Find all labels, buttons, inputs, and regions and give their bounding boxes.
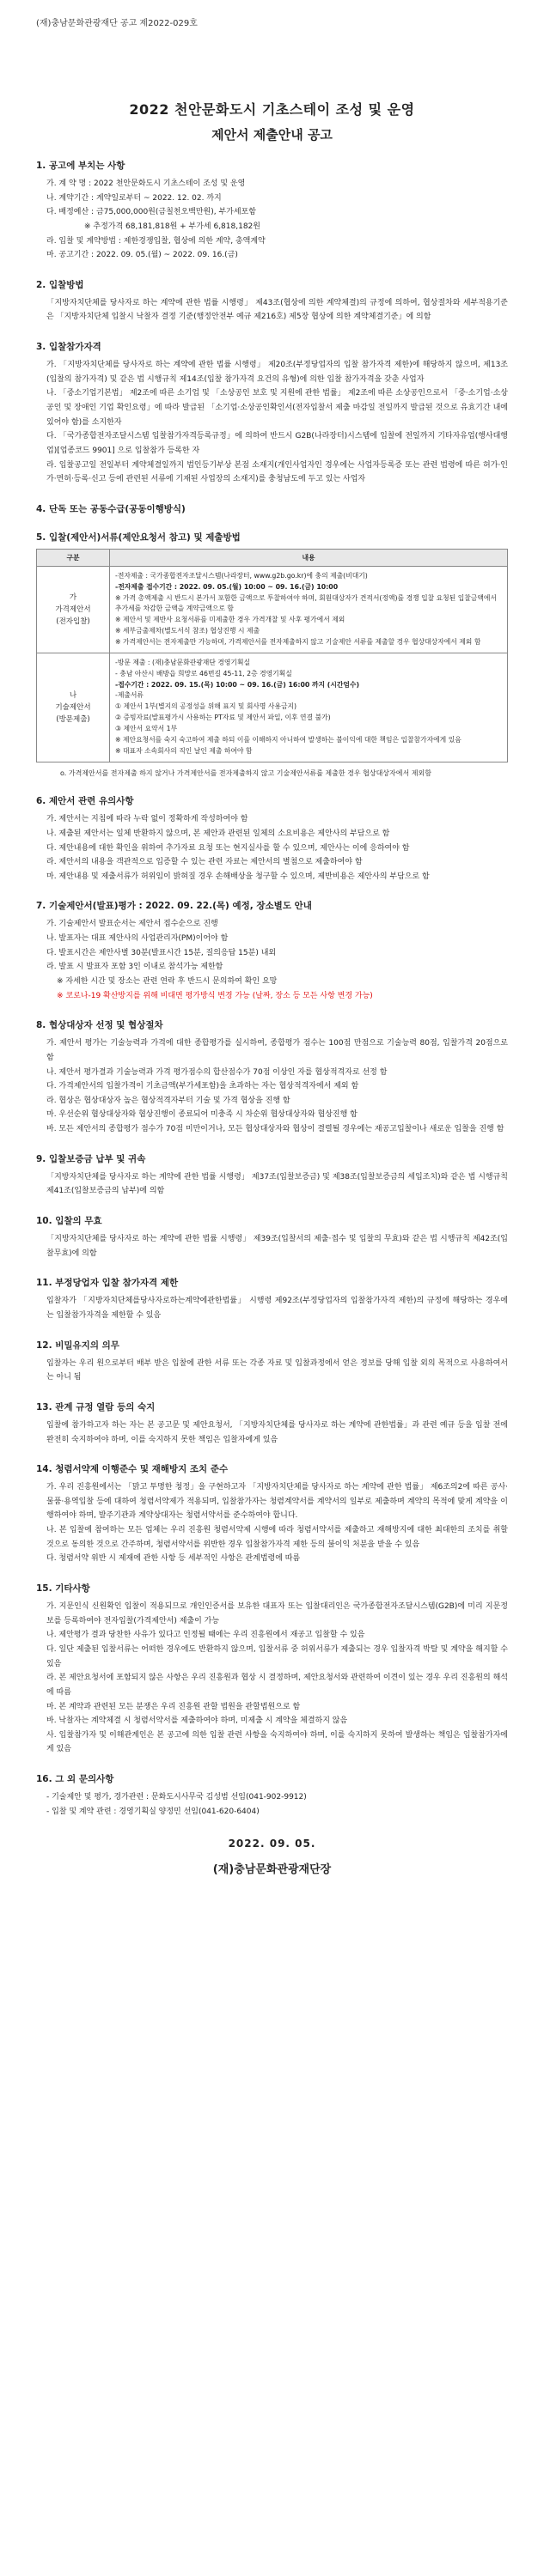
contact-item: - 기술제안 및 평가, 경가관련 : 문화도시사무국 김성범 선임(041-902-9912) (46, 1793, 307, 1802)
table-header-type: 구분 (37, 549, 110, 566)
section-heading: 3. 입찰참가자격 (36, 342, 101, 353)
section-heading: 10. 입찰의 무효 (36, 1216, 102, 1227)
table-note: o. 가격제안서를 전자제출 하지 않거나 가격제안서를 전자제출하지 않고 기술제안서류를 제출한 경우 협상대상자에서 제외함 (60, 769, 431, 777)
list-item: 마. 제안내용 및 제출서류가 허위임이 밝혀질 경우 손해배상을 청구할 수 있으며, 제반비용은 제안사의 부담으로 함 (46, 872, 430, 881)
issuing-organization: (재)충남문화관광재단장 (212, 1863, 332, 1877)
item-contract-name: 가. 계 약 명 : 2022 천안문화도시 기초스테이 조성 및 운영 (46, 179, 246, 188)
list-item: 나. 제안서 평가결과 기술능력과 가격 평가점수의 합산점수가 70점 이상인 자를 협상적격자로 선정 함 (46, 1067, 388, 1077)
section-paragraph: 입찰에 참가하고자 하는 자는 본 공고문 및 제안요청서, 「지방자치단체를 당사자로 하는 계약에 관한법률」과 관련 예규 등을 입찰 전에 완전히 숙지하여야 하며, 이를 숙지하지 못한 책임은 입찰자에게 있음 (46, 1420, 508, 1444)
table-header-row (37, 549, 508, 566)
contact-item: - 입찰 및 계약 관련 : 경영기획실 양정민 선임(041-620-6404) (46, 1807, 260, 1816)
list-item: 라. 본 제안요청서에 포함되지 않은 사항은 우리 진흥원과 협상 시 결정하며, 제안요청서와 관련하여 이견이 있는 경우 우리 진흥원의 해석에 따름 (46, 1674, 508, 1697)
cell-line: ※ 가격 총액제출 시 반드시 본가서 포함한 금액으로 투찰하여야 하며, 회원대상자가 견적서(정액)를 경쟁 입찰 요청된 입찰금액에서 추가세를 차감한 금액을 계약금액으로 함 (115, 593, 497, 613)
row-label-technical-proposal (37, 653, 110, 762)
section-heading: 7. 기술제안서(발표)평가 : 2022. 09. 22.(목) 예정, 장소별도 안내 (36, 901, 312, 912)
list-item: 다. 가격제안서의 입찰가격이 기초금액(부가세포함)을 초과하는 자는 협상적격자에서 제외 함 (46, 1082, 359, 1091)
cell-text: 나 기술제안서 (방문제출) (55, 690, 91, 724)
list-item: 다. 발표시간은 제안사별 30분(발표시간 15분, 질의응답 15분) 내외 (46, 948, 277, 957)
section-16 (36, 1772, 508, 1819)
table-row (37, 566, 508, 653)
section-heading: 12. 비밀유지의 의무 (36, 1340, 119, 1351)
cell-line: ② 증빙자료(발표평가시 사용하는 PT자료 및 제안서 파일, 이후 연결 불가) (115, 714, 331, 722)
list-item: 가. 제안서 평가는 기술능력과 가격에 대한 종합평가를 실시하여, 종합평가 점수는 100점 만점으로 기술능력 80점, 입찰가격 20점으로 함 (46, 1039, 508, 1062)
section-3 (36, 340, 508, 487)
section-heading: 15. 기타사항 (36, 1583, 90, 1595)
list-item: 나. 「중소기업기본법」 제2조에 따른 소기업 및 「소상공인 보호 및 지원에 관한 법률」 제2조에 따른 소상공인으로서 「중·소기업·소상공인 및 장애인 기업 확인요령」에 따라 발급된 「소기업·소상공인확인서(전자입찰서 제출 마감일 전일까지 발급된 것으로 유효기간 내에 있어야 함)를 소지한자 (46, 389, 508, 427)
list-note: ※ 자세한 시간 및 장소는 관련 연락 후 반드시 문의하여 확인 요망 (57, 977, 278, 986)
section-9 (36, 1152, 508, 1199)
document-title: 2022 천안문화도시 기초스테이 조성 및 운영 (129, 101, 415, 118)
notice-date: 2022. 09. 05. (228, 1838, 316, 1850)
table-row (37, 653, 508, 762)
section-5 (36, 531, 508, 779)
list-item: 나. 발표자는 대표 제안사의 사업관리자(PM)이어야 함 (46, 934, 229, 944)
list-item: 가. 기술제안서 발표순서는 제안서 접수순으로 진행 (46, 920, 218, 929)
section-heading: 9. 입찰보증금 납부 및 귀속 (36, 1153, 146, 1164)
section-13 (36, 1400, 508, 1447)
list-item: 가. 우리 진흥원에서는 「맑고 투명한 청정」을 구현하고자 「지방자치단체를 당사자로 하는 계약에 관한 법률」 제6조의2에 따른 공사·물품·용역입찰 등에 대하여 청렴서약제가 적용되며, 입찰참가자는 청렴계약서를 계약서의 일부로 제출하며 계약의 목적에 맞게 계약을 이행하여야 하며, 발주기관과 계약상대자는 청렴서약서를 준수하여야 합니다. (46, 1483, 508, 1521)
table-header-content: 내용 (110, 549, 508, 566)
section-paragraph: 「지방자치단체를 당사자로 하는 계약에 관한 법률 시행령」 제39조(입찰서의 제출·접수 및 입찰의 무효)와 같은 법 시행규칙 제42조(입찰무효)에 의함 (46, 1235, 508, 1258)
section-heading: 16. 그 외 문의사항 (36, 1774, 114, 1785)
section-8 (36, 1018, 508, 1136)
cell-line: ※ 세부금출제차(별도서식 참조) 협상진행 시 제출 (115, 627, 260, 635)
item-contract-period: 나. 계약기간 : 계약일로부터 ~ 2022. 12. 02. 까지 (46, 193, 222, 203)
section-paragraph: 「지방자치단체를 당사자로 하는 계약에 관한 법률 시행령」 제43조(협상에 의한 계약체결)의 규정에 의하여, 협상절차와 세부적용기준은 「지방자치단체 입찰시 낙찰자 결정 기준(행정안전부 예규 제216호) 제5장 협상에 의한 계약체결기준」에 의함 (46, 298, 508, 322)
document-subtitle: 제안서 제출안내 공고 (211, 127, 333, 143)
section-heading: 8. 협상대상자 선정 및 협상절차 (36, 1020, 163, 1031)
submission-table (36, 549, 508, 762)
section-heading: 14. 청렴서약제 이행준수 및 재해방지 조치 준수 (36, 1464, 229, 1475)
list-item: 라. 입찰공고일 전일부터 계약체결일까지 법인등기부상 본점 소재지(개인사업자인 경우에는 사업자등록증 또는 관련 법령에 따른 허가·인가·면허·등록·신고 등에 관련된 서류에 기재된 사업장의 소재지)를 충청남도에 두고 있는 사업자 (46, 460, 508, 484)
cell-line: ① 제안서 1부(별지의 공정성을 위해 표지 및 회사명 사용금지) (115, 702, 297, 711)
section-heading: 1. 공고에 부치는 사항 (36, 161, 125, 171)
cell-line: -제출서류 (115, 691, 144, 700)
item-bid-method: 라. 입찰 및 계약방법 : 제한경쟁입찰, 협상에 의한 계약, 총액계약 (46, 236, 266, 246)
section-heading: 4. 단독 또는 공동수급(공동이행방식) (36, 503, 186, 514)
section-12 (36, 1339, 508, 1385)
cell-line: -전자제출 접수기간 : 2022. 09. 05.(월) 10:00 ~ 09. 16.(금) 10:00 (115, 582, 339, 591)
section-heading: 6. 제안서 관련 유의사항 (36, 796, 134, 807)
row-content (110, 566, 508, 653)
cell-text: 가 가격제안서 (전자입찰) (55, 592, 91, 626)
list-item: 라. 협상은 협상대상자 높은 협상적격자부터 기술 및 가격 협상을 진행 함 (46, 1096, 290, 1105)
item-budget-note: ※ 추정가격 68,181,818원 + 부가세 6,818,182원 (84, 222, 260, 231)
section-paragraph: 입찰자는 우리 원으로부터 배부 받은 입찰에 관한 서류 또는 각종 자료 및 입찰과정에서 얻은 정보를 당해 입찰 외의 목적으로 사용하여서는 아니 됨 (46, 1358, 508, 1382)
cell-line: -전자제출 : 국가종합전자조달시스템(나라장터, www.g2b.go.kr)에 충의 제출(비대기) (115, 571, 368, 580)
list-item: 다. 「국가종합전자조달시스템 입찰참가자격등록규정」에 의하여 반드시 G2B(나라장터)시스템에 입찰에 전일까지 기타자유업(행사대행업)[업종코드 9901] 으로 입찰참가 등록한 자 (46, 432, 508, 455)
section-heading: 2. 입찰방법 (36, 279, 84, 290)
section-heading: 13. 관계 규정 열람 등의 숙지 (36, 1401, 156, 1413)
item-budget: 다. 배정예산 : 금75,000,000원(금칠천오백만원), 부가세포함 (46, 208, 256, 217)
item-notice-period: 마. 공고기간 : 2022. 09. 05.(월) ~ 2022. 09. 16.(금) (46, 251, 238, 260)
section-1 (36, 159, 508, 263)
list-item: 바. 모든 제안서의 종합평가 점수가 70점 미만이거나, 모든 협상대상자와 협상이 결렬될 경우에는 재공고입찰이나 새로운 입찰을 진행 함 (46, 1125, 504, 1134)
list-item: 가. 지문인식 신원확인 입찰이 적용되므로 개인인증서를 보유한 대표자 또는 입찰대리인은 국가종합전자조달시스템(G2B)에 미리 지문정보를 등록하여야 전자입찰(가격제안서) 제출이 가능 (46, 1602, 508, 1625)
cell-line: ※ 제안서 및 제반사 요청서류를 미제출한 경우 가격개찰 및 사후 평가에서 제외 (115, 616, 345, 624)
cell-line: -접수기간 : 2022. 09. 15.(목) 10:00 ~ 09. 16.(금) 16:00 까지 (시간엄수) (115, 680, 360, 689)
cell-line: -방문 제출 : (재)충남문화관광재단 경영기획실 (115, 658, 251, 666)
list-item: 나. 제안평가 결과 당찬한 사유가 있다고 인정될 때에는 우리 진흥원에서 재공고 입찰할 수 있음 (46, 1631, 365, 1640)
cell-line: ※ 가격제안서는 전자제출만 가능하며, 가격제안서를 전자제출하지 않고 기술제안 서류를 제출할 경우 협상대상자에서 제외 함 (115, 638, 481, 647)
section-11 (36, 1276, 508, 1322)
cell-line: - 충남 아산시 배방읍 희망로 46번길 45-11, 2층 경영기획실 (115, 669, 292, 677)
section-paragraph: 「지방자치단체를 당사자로 하는 계약에 관한 법률 시행령」 제37조(입찰보증금) 및 제38조(입찰보증금의 세입조치)와 같은 법 시행규칙 제41조(입찰보증금의 납부)에 의함 (46, 1172, 508, 1196)
row-label-price-proposal (37, 566, 110, 653)
list-item: 나. 본 입찰에 참여하는 모든 업체는 우리 진흥원 청렴서약제 시행에 따라 청렴서약서를 제출하고 재해방지에 대한 최대한의 조치를 취할 것으로 동의한 것으로 간주하며, 청렴서약서를 위반한 경우 입찰참가자격 제한 등의 불이익 처분을 받을 수 있음 (46, 1526, 508, 1549)
section-2 (36, 278, 508, 325)
list-item: 나. 제출된 제안서는 일체 반환하지 않으며, 본 제안과 관련된 일체의 소요비용은 제안사의 부담으로 함 (46, 829, 390, 838)
section-14 (36, 1462, 508, 1566)
list-item: 사. 입찰참가자 및 이해관계인은 본 공고에 의한 입찰 관련 사항을 숙지하여야 하며, 이를 숙지하지 못하여 발생하는 책임은 입찰참가자에게 있음 (46, 1730, 508, 1754)
section-heading: 5. 입찰(제안서)서류(제안요청서 참고) 및 제출방법 (36, 532, 241, 543)
cell-line: ③ 제안서 요약서 1부 (115, 725, 178, 733)
covid-note: ※ 코로나-19 확산방지를 위해 비대면 평가방식 변경 가능 (날짜, 장소 등 모든 사항 변경 가능) (57, 991, 373, 1000)
section-7 (36, 899, 508, 1003)
list-item: 가. 「지방자치단체를 당사자로 하는 계약에 관한 법률 시행령」 제20조(부정당업자의 입찰 참가자격 제한)에 해당하지 않으며, 제13조(입찰의 참가자격) 및 같은 법 시행규칙 제14조(입찰 참가자격 요건의 유형)에 의한 입찰 참가자격을 갖춘 사업자 (46, 361, 508, 384)
cell-line: ※ 대표자 소속회사의 직인 날인 제출 하여야 함 (115, 746, 253, 755)
cell-line: ※ 제안요청서를 숙지 숙고하여 제출 하되 이를 이해하지 아니하여 발생하는 불이익에 대한 책임은 입찰참가자에게 있음 (115, 735, 461, 744)
section-heading: 11. 부정당업자 입찰 참가자격 제한 (36, 1278, 179, 1289)
row-content (110, 653, 508, 762)
section-6 (36, 794, 508, 884)
list-item: 라. 발표 시 발표자 포함 3인 이내로 참석가능 제한함 (46, 963, 223, 972)
list-item: 가. 제안서는 지침에 따라 누락 없이 정확하게 작성하여야 함 (46, 815, 248, 824)
list-item: 마. 우선순위 협상대상자와 협상진행이 종료되어 미충족 시 차순위 협상대상자와 협상진행 함 (46, 1110, 358, 1120)
section-15 (36, 1582, 508, 1757)
section-10 (36, 1214, 508, 1261)
document-reference-number: (재)충남문화관광재단 공고 제2022-029호 (36, 19, 198, 28)
list-item: 다. 일단 제출된 입찰서류는 어떠한 경우에도 반환하지 않으며, 입찰서류 중 허위서류가 제출되는 경우 입찰자격 박탈 및 계약을 해지할 수 있음 (46, 1644, 508, 1668)
list-item: 마. 본 계약과 관련된 모든 분쟁은 우리 진흥원 관할 법원을 관할법원으로 함 (46, 1702, 301, 1711)
section-paragraph: 입찰자가 「지방자치단체를당사자로하는계약에관한법률」 시행령 제92조(부정당업자의 입찰참가자격 제한)의 규정에 해당하는 경우에는 입찰참가자격을 제한할 수 있음 (46, 1297, 508, 1320)
list-item: 바. 낙찰자는 계약체결 시 청렴서약서를 제출하여야 하며, 미제출 시 계약을 체결하지 않음 (46, 1716, 348, 1726)
list-item: 다. 제안내용에 대한 확인을 위하여 추가자료 요청 또는 현지실사를 할 수 있으며, 제안사는 이에 응하여야 함 (46, 843, 410, 853)
section-4 (36, 502, 508, 515)
list-item: 다. 청렴서약 위반 시 제재에 관한 사항 등 세부적인 사항은 관계법령에 따름 (46, 1554, 301, 1564)
list-item: 라. 제안서의 내용을 객관적으로 입증할 수 있는 관련 자료는 제안서의 별첨으로 제출하여야 함 (46, 858, 363, 867)
